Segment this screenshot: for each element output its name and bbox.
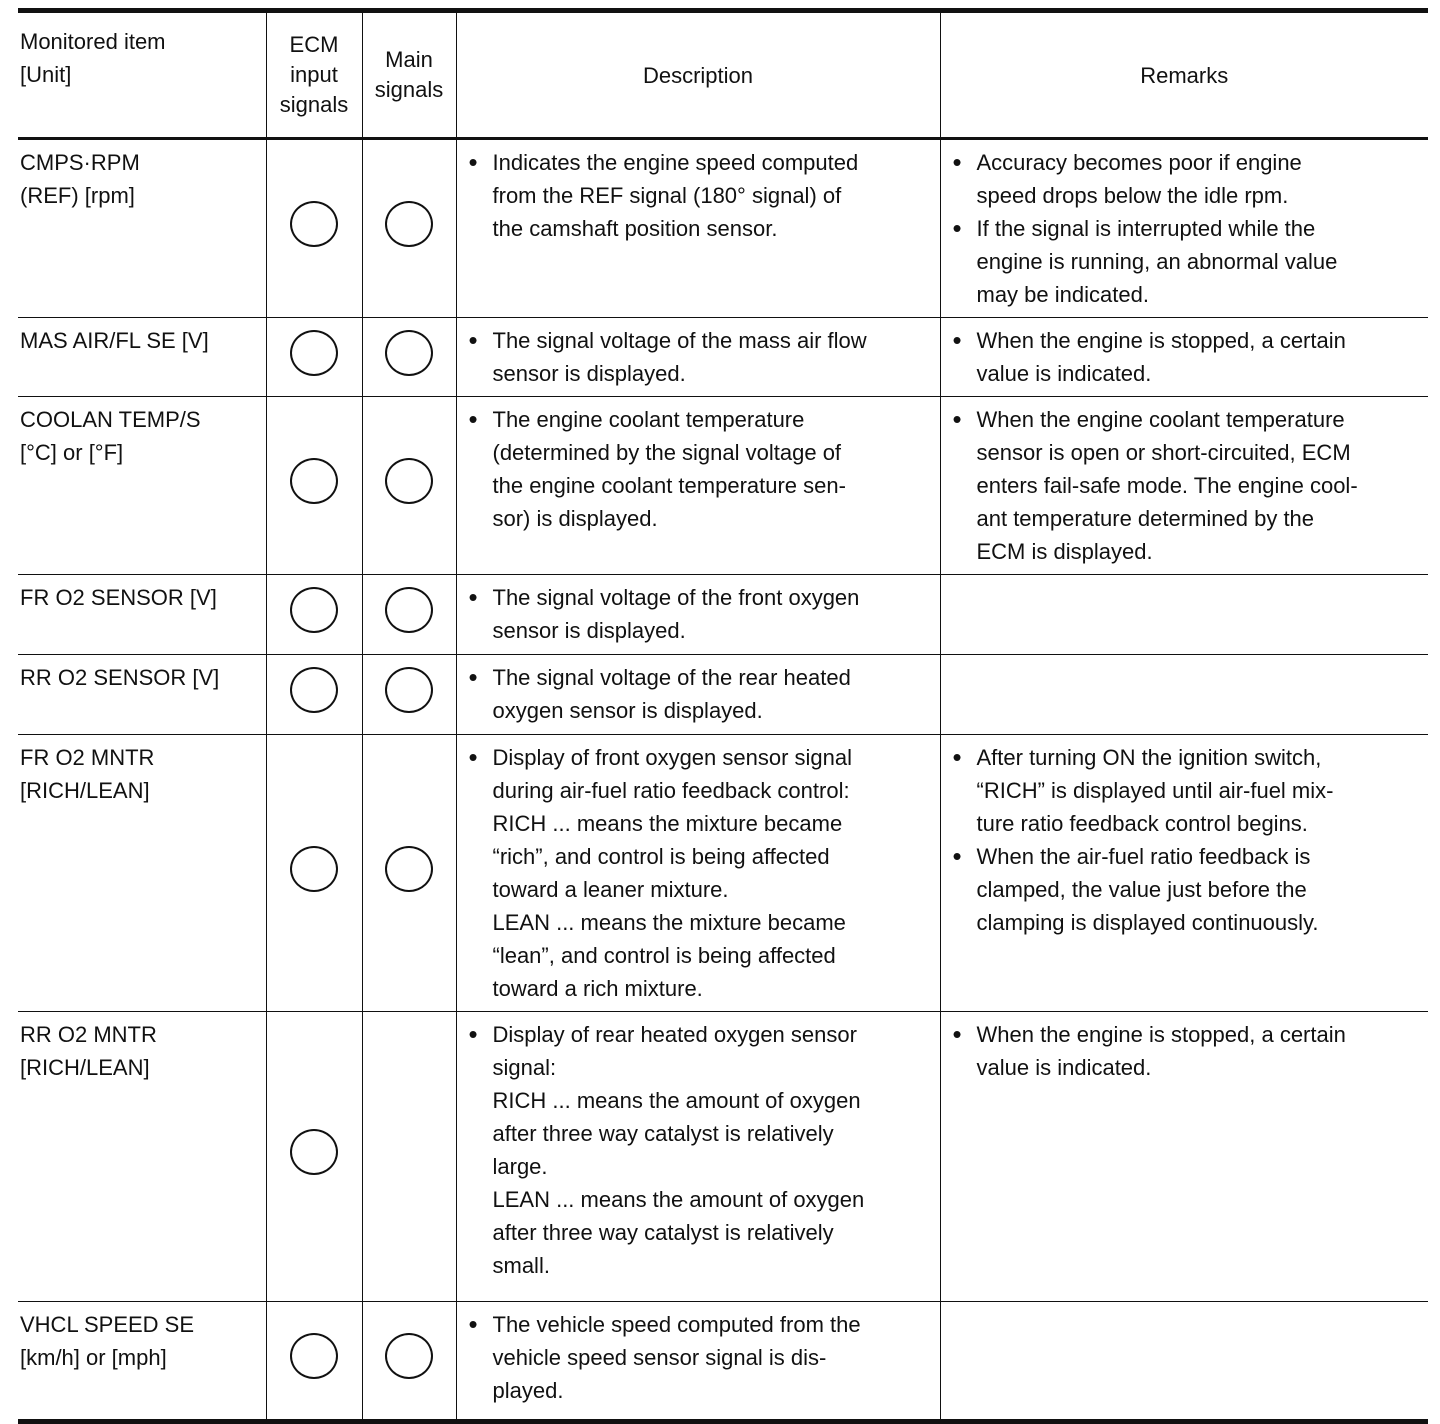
main-signal-cell bbox=[362, 575, 456, 655]
description-line: during air-fuel ratio feedback control: bbox=[492, 778, 850, 803]
circle-mark-icon bbox=[385, 458, 433, 504]
description-cell bbox=[456, 397, 940, 575]
ecm-input-signal-cell bbox=[266, 1302, 362, 1422]
table-row bbox=[18, 655, 1428, 735]
remarks-cell bbox=[940, 1012, 1428, 1302]
remarks-line: ture ratio feedback control begins. bbox=[976, 811, 1308, 836]
monitored-item-text: FR O2 MNTR bbox=[20, 745, 155, 770]
remarks-bullet bbox=[951, 840, 1419, 939]
table-row bbox=[18, 397, 1428, 575]
remarks-bullet bbox=[951, 1018, 1419, 1084]
monitored-item-text: [°C] or [°F] bbox=[20, 440, 124, 465]
remarks-cell bbox=[940, 1302, 1428, 1422]
header-text: Monitored item bbox=[20, 29, 166, 54]
monitored-item-text: RR O2 MNTR bbox=[20, 1022, 157, 1047]
table-row bbox=[18, 139, 1428, 318]
header-row bbox=[18, 11, 1428, 139]
description-line: vehicle speed sensor signal is dis- bbox=[492, 1345, 827, 1370]
description-cell bbox=[456, 1012, 940, 1302]
monitored-item-cell bbox=[18, 575, 266, 655]
header-ecm-input-signals bbox=[266, 11, 362, 139]
header-text: Main bbox=[385, 47, 433, 72]
monitored-item-cell bbox=[18, 1012, 266, 1302]
description-line: “rich”, and control is being affected bbox=[492, 844, 830, 869]
description-cell bbox=[456, 735, 940, 1012]
table-row bbox=[18, 318, 1428, 397]
monitored-item-text: CMPS·RPM bbox=[20, 150, 140, 175]
remarks-cell bbox=[940, 397, 1428, 575]
table-row bbox=[18, 1302, 1428, 1422]
remarks-line: clamped, the value just before the bbox=[976, 877, 1307, 902]
monitored-item-text: [km/h] or [mph] bbox=[20, 1345, 167, 1370]
description-line: • The signal voltage of the front oxygen bbox=[492, 585, 860, 610]
remarks-cell bbox=[940, 735, 1428, 1012]
main-signal-cell bbox=[362, 1302, 456, 1422]
description-cell bbox=[456, 655, 940, 735]
description-cell bbox=[456, 139, 940, 318]
remarks-bullet bbox=[951, 324, 1419, 390]
description-bullet bbox=[467, 403, 930, 535]
remarks-cell bbox=[940, 655, 1428, 735]
description-line: from the REF signal (180° signal) of bbox=[492, 183, 842, 208]
circle-mark-icon bbox=[290, 587, 338, 633]
monitored-item-cell bbox=[18, 735, 266, 1012]
remarks-line: • When the air-fuel ratio feedback is bbox=[976, 844, 1311, 869]
monitored-item-cell bbox=[18, 655, 266, 735]
description-line: played. bbox=[492, 1378, 564, 1403]
circle-mark-icon bbox=[290, 330, 338, 376]
main-signal-cell bbox=[362, 139, 456, 318]
ecm-input-signal-cell bbox=[266, 575, 362, 655]
ecm-input-signal-cell bbox=[266, 1012, 362, 1302]
remarks-line: • After turning ON the ignition switch, bbox=[976, 745, 1322, 770]
circle-mark-icon bbox=[290, 201, 338, 247]
main-signal-cell bbox=[362, 1012, 456, 1302]
circle-mark-icon bbox=[290, 846, 338, 892]
monitored-item-cell bbox=[18, 397, 266, 575]
description-line: the engine coolant temperature sen- bbox=[492, 473, 846, 498]
main-signal-cell bbox=[362, 655, 456, 735]
main-signal-cell bbox=[362, 318, 456, 397]
remarks-cell bbox=[940, 575, 1428, 655]
header-remarks: Remarks bbox=[940, 11, 1428, 139]
header-text: input bbox=[290, 62, 338, 87]
table-row bbox=[18, 735, 1428, 1012]
ecm-input-signal-cell bbox=[266, 318, 362, 397]
description-line: • Indicates the engine speed computed bbox=[492, 150, 859, 175]
description-line: the camshaft position sensor. bbox=[492, 216, 778, 241]
header-text: signals bbox=[374, 77, 444, 102]
monitored-item-cell bbox=[18, 1302, 266, 1422]
monitored-item-text: (REF) [rpm] bbox=[20, 183, 135, 208]
description-bullet bbox=[467, 324, 930, 390]
remarks-bullet bbox=[951, 403, 1419, 568]
description-line: RICH ... means the amount of oxygen bbox=[492, 1088, 861, 1113]
ecm-input-signal-cell bbox=[266, 139, 362, 318]
description-line: after three way catalyst is relatively bbox=[492, 1121, 834, 1146]
description-line: • The engine coolant temperature bbox=[492, 407, 805, 432]
description-line: oxygen sensor is displayed. bbox=[492, 698, 763, 723]
monitored-item-text: MAS AIR/FL SE [V] bbox=[20, 328, 209, 353]
description-bullet bbox=[467, 581, 930, 647]
monitored-item-text: [RICH/LEAN] bbox=[20, 1055, 150, 1080]
monitored-item-cell bbox=[18, 318, 266, 397]
description-line: small. bbox=[492, 1253, 550, 1278]
circle-mark-icon bbox=[385, 846, 433, 892]
description-line: toward a leaner mixture. bbox=[492, 877, 729, 902]
remarks-line: may be indicated. bbox=[976, 282, 1149, 307]
monitored-item-text: COOLAN TEMP/S bbox=[20, 407, 201, 432]
remarks-bullet bbox=[951, 146, 1419, 212]
description-line: sor) is displayed. bbox=[492, 506, 658, 531]
circle-mark-icon bbox=[385, 330, 433, 376]
description-line: • The vehicle speed computed from the bbox=[492, 1312, 861, 1337]
remarks-cell bbox=[940, 318, 1428, 397]
description-bullet bbox=[467, 661, 930, 727]
description-line: sensor is displayed. bbox=[492, 361, 686, 386]
description-line: “lean”, and control is being affected bbox=[492, 943, 836, 968]
header-text: ECM bbox=[289, 32, 339, 57]
description-bullet bbox=[467, 741, 930, 1005]
description-line: after three way catalyst is relatively bbox=[492, 1220, 834, 1245]
ecm-input-signal-cell bbox=[266, 735, 362, 1012]
remarks-line: engine is running, an abnormal value bbox=[976, 249, 1338, 274]
circle-mark-icon bbox=[290, 667, 338, 713]
remarks-line: • When the engine is stopped, a certain bbox=[976, 1022, 1346, 1047]
main-signal-cell bbox=[362, 735, 456, 1012]
header-text: signals bbox=[279, 92, 349, 117]
remarks-line: • When the engine coolant temperature bbox=[976, 407, 1345, 432]
description-line: LEAN ... means the mixture became bbox=[492, 910, 846, 935]
remarks-line: enters fail-safe mode. The engine cool- bbox=[976, 473, 1358, 498]
ecm-input-signal-cell bbox=[266, 655, 362, 735]
remarks-line: “RICH” is displayed until air-fuel mix- bbox=[976, 778, 1334, 803]
description-cell bbox=[456, 1302, 940, 1422]
monitored-items-table bbox=[18, 8, 1428, 1424]
remarks-bullet bbox=[951, 741, 1419, 840]
description-cell bbox=[456, 318, 940, 397]
description-line: LEAN ... means the amount of oxygen bbox=[492, 1187, 865, 1212]
remarks-line: • When the engine is stopped, a certain bbox=[976, 328, 1346, 353]
remarks-bullet bbox=[951, 212, 1419, 311]
monitored-item-text: RR O2 SENSOR [V] bbox=[20, 665, 220, 690]
description-cell bbox=[456, 575, 940, 655]
header-description: Description bbox=[456, 11, 940, 139]
remarks-line: speed drops below the idle rpm. bbox=[976, 183, 1289, 208]
description-line: • Display of rear heated oxygen sensor bbox=[492, 1022, 857, 1047]
circle-mark-icon bbox=[290, 1333, 338, 1379]
monitored-item-text: FR O2 SENSOR [V] bbox=[20, 585, 217, 610]
monitored-item-text: [RICH/LEAN] bbox=[20, 778, 150, 803]
remarks-line: value is indicated. bbox=[976, 361, 1152, 386]
description-bullet bbox=[467, 146, 930, 245]
circle-mark-icon bbox=[385, 1333, 433, 1379]
table-body bbox=[18, 139, 1428, 1422]
description-line: signal: bbox=[492, 1055, 557, 1080]
circle-mark-icon bbox=[385, 587, 433, 633]
main-signal-cell bbox=[362, 397, 456, 575]
description-line: large. bbox=[492, 1154, 548, 1179]
monitored-item-cell bbox=[18, 139, 266, 318]
description-line: RICH ... means the mixture became bbox=[492, 811, 843, 836]
remarks-line: clamping is displayed continuously. bbox=[976, 910, 1319, 935]
description-bullet bbox=[467, 1018, 930, 1282]
ecm-input-signal-cell bbox=[266, 397, 362, 575]
circle-mark-icon bbox=[385, 201, 433, 247]
header-main-signals bbox=[362, 11, 456, 139]
description-line: • The signal voltage of the rear heated bbox=[492, 665, 851, 690]
description-line: toward a rich mixture. bbox=[492, 976, 703, 1001]
remarks-line: ant temperature determined by the bbox=[976, 506, 1315, 531]
monitored-item-text: VHCL SPEED SE bbox=[20, 1312, 195, 1337]
remarks-line: sensor is open or short-circuited, ECM bbox=[976, 440, 1351, 465]
circle-mark-icon bbox=[290, 1129, 338, 1175]
description-line: • Display of front oxygen sensor signal bbox=[492, 745, 853, 770]
description-line: sensor is displayed. bbox=[492, 618, 686, 643]
remarks-line: • Accuracy becomes poor if engine bbox=[976, 150, 1302, 175]
description-line: (determined by the signal voltage of bbox=[492, 440, 842, 465]
circle-mark-icon bbox=[290, 458, 338, 504]
header-monitored-item bbox=[18, 11, 266, 139]
table-row bbox=[18, 1012, 1428, 1302]
remarks-cell bbox=[940, 139, 1428, 318]
description-line: • The signal voltage of the mass air flow bbox=[492, 328, 867, 353]
header-text: [Unit] bbox=[20, 62, 72, 87]
remarks-line: • If the signal is interrupted while the bbox=[976, 216, 1316, 241]
description-bullet bbox=[467, 1308, 930, 1407]
table-row bbox=[18, 575, 1428, 655]
remarks-line: ECM is displayed. bbox=[976, 539, 1153, 564]
circle-mark-icon bbox=[385, 667, 433, 713]
remarks-line: value is indicated. bbox=[976, 1055, 1152, 1080]
